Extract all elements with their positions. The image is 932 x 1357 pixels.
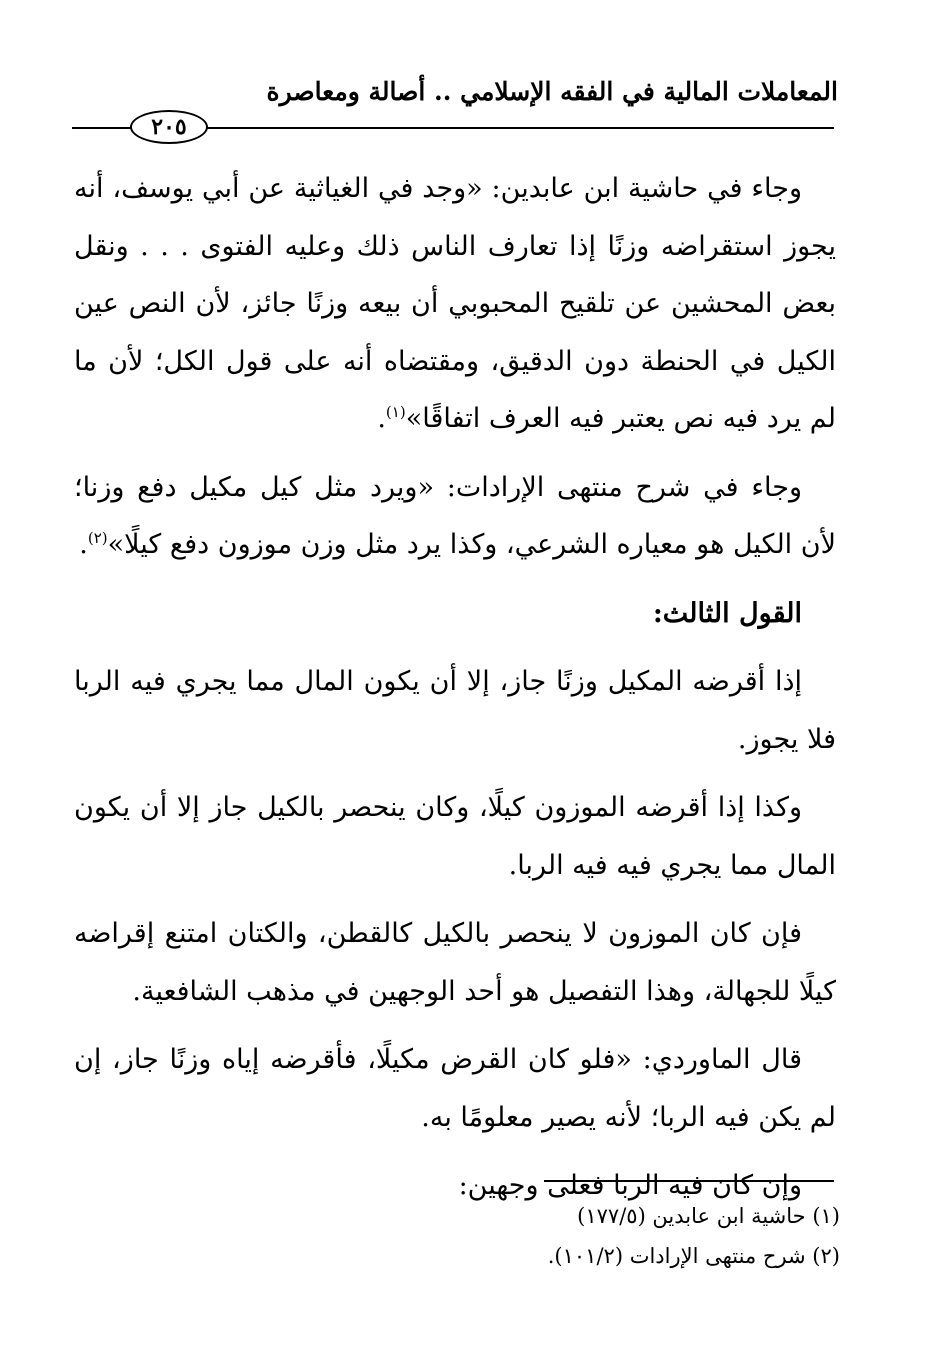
footnote-1: (١) حاشية ابن عابدين (١٧٧/٥) [577,1204,840,1228]
paragraph-text: وجاء في شرح منتهى الإرادات: «ويرد مثل كيل مكيل دفع وزنا؛ لأن الكيل هو معياره الشرعي، وكذا يرد مثل وزن موزون دفع كيلًا» [74,471,836,560]
paragraph-third-opinion: إذا أقرضه المكيل وزنًا جاز، إلا أن يكون المال مما يجري فيه الربا فلا يجوز. [74,666,836,755]
running-title: المعاملات المالية في الفقه الإسلامي .. أصالة ومعاصرة [266,77,838,106]
paragraph-mawardi: قال الماوردي: «فلو كان القرض مكيلًا، فأقرضه إياه وزنًا جاز، إن لم يكن فيه الربا؛ لأنه يصير معلومًا به. [74,1044,836,1133]
footnote-ref-1: (١) [385,403,406,421]
body-text [74,160,836,1226]
paragraph-muntaha [74,459,836,574]
paragraph-cotton: فإن كان الموزون لا ينحصر بالكيل كالقطن، والكتان امتنع إقراضه كيلًا للجهالة، وهذا التفصيل هو أحد الوجهين في مذهب الشافعية. [74,918,836,1007]
paragraph-ibn-abidin [74,160,836,448]
paragraph-mawzun-kayl: وكذا إذا أقرضه الموزون كيلًا، وكان ينحصر بالكيل جاز إلا أن يكون المال مما يجري فيه فيه الربا. [74,792,836,881]
paragraph-end: . [377,403,386,434]
paragraph-two-views: وإن كان فيه الربا فعلى وجهين: [458,1170,802,1201]
paragraph-text: وجاء في حاشية ابن عابدين: «وجد في الغياثية عن أبي يوسف، أنه يجوز استقراضه وزنًا إذا تعارف الناس ذلك وعليه الفتوى . . . ونقل بعض المحشين عن تلقيح المحبوبي أن بيعه وزنًا جائز، لأن النص عين الكيل في الحنطة دون الدقيق، ومقتضاه أنه على قول الكل؛ لأن ما لم يرد فيه نص يعتبر فيه العرف اتفاقًا» [74,173,836,434]
footnote-2: (٢) شرح منتهى الإرادات (١٠١/٢). [547,1244,840,1268]
footnote-separator [544,1180,834,1182]
footnote-ref-2: (٢) [87,529,108,547]
header-rule-left [72,127,132,129]
header-rule-right [206,127,834,129]
footnotes [140,1196,840,1276]
paragraph-end: . [79,529,88,560]
page-number: ٢٠٥ [130,110,208,144]
section-heading: القول الثالث: [652,597,802,629]
